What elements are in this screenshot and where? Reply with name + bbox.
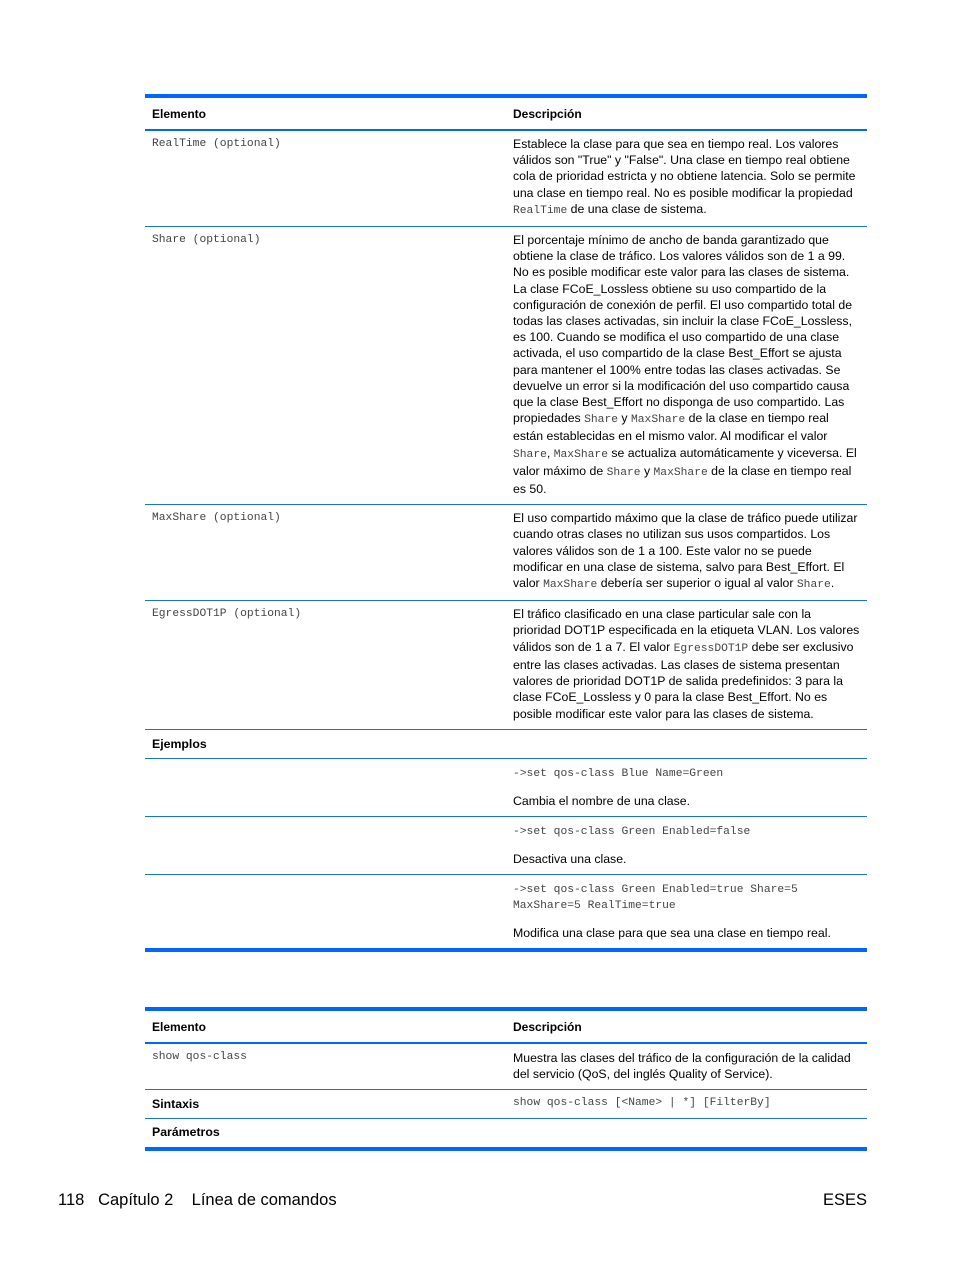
inline-code: MaxShare xyxy=(631,414,686,427)
example-content xyxy=(505,817,867,874)
table-header-row xyxy=(145,1011,867,1044)
header-elemento: Elemento xyxy=(152,1020,207,1034)
examples-label-row xyxy=(145,730,867,759)
syntax-label: Sintaxis xyxy=(152,1097,200,1112)
table-row xyxy=(145,1090,867,1119)
table-row xyxy=(145,601,867,729)
example-command: ->set qos-class Green Enabled=false xyxy=(513,825,751,838)
inline-code: RealTime xyxy=(513,204,568,217)
description-text: El porcentaje mínimo de ancho de banda garantizado que obtiene la clase de tráfico. Los valores válidos son de 1 a 99. No es posible modificar este valor para las clases de sistema. La clase FCoE_Lossless obtiene su uso compartido de la configuración de conexión de perfil. El uso compartido total de todas las clases activadas, sin incluir la clase FCoE_Lossless, es 100. Cuando se modifica el uso compartido de una clase activada, el uso compartido de la clase Best_Effort se ajusta para mantener el 100% entre todas las clases activadas. Se devuelve un error si la modificación del uso compartido causa que la clase Best_Effort no disponga de uso compartido. Las propiedades xyxy=(513,233,853,426)
inline-code: Share xyxy=(606,466,641,479)
description-text: El tráfico clasificado en una clase particular sale con la prioridad DOT1P especificada en la etiqueta VLAN. Los valores válidos son de 1 a 7. El valor xyxy=(513,607,860,654)
table-row xyxy=(145,131,867,227)
example-command: MaxShare=5 RealTime=true xyxy=(513,899,676,912)
parameter-description xyxy=(505,131,867,226)
example-command: ->set qos-class Blue Name=Green xyxy=(513,767,724,780)
example-description: Cambia el nombre de una clase. xyxy=(513,793,691,808)
inline-code: MaxShare xyxy=(543,579,598,592)
example-row xyxy=(145,875,867,948)
example-description: Desactiva una clase. xyxy=(513,851,627,866)
header-descripcion: Descripción xyxy=(513,107,582,121)
table-qos-class-show xyxy=(145,1007,867,1151)
table-header-row xyxy=(145,98,867,131)
inline-code: MaxShare xyxy=(553,448,608,461)
inline-code: EgressDOT1P xyxy=(673,642,749,655)
parameter-description xyxy=(505,227,867,504)
example-description: Modifica una clase para que sea una clase en tiempo real. xyxy=(513,925,831,940)
chapter-label: Capítulo 2 xyxy=(98,1191,174,1209)
description-text: , xyxy=(546,445,554,460)
inline-code: MaxShare xyxy=(653,466,708,479)
example-content xyxy=(505,759,867,816)
example-content xyxy=(505,875,867,948)
description-text: se actualiza automáticamente y viceversa. El valor máximo de xyxy=(513,445,857,478)
table-row xyxy=(145,1044,867,1090)
parameter-description xyxy=(505,601,867,728)
description-text: debe ser exclusivo entre las clases activadas. Las clases de sistema presentan valores de prioridad DOT1P de salida predefinidos: 3 para la clase FCoE_Lossless y 0 para la clase Best_Effort. No es posible modificar este valor para las clases de sistema. xyxy=(513,639,854,721)
example-command: ->set qos-class Green Enabled=true Share=5 xyxy=(513,883,798,896)
description-text: . xyxy=(830,576,835,591)
chapter-title: Línea de comandos xyxy=(191,1191,337,1209)
header-elemento: Elemento xyxy=(152,107,207,121)
example-row xyxy=(145,759,867,817)
examples-label: Ejemplos xyxy=(152,736,207,751)
table-row xyxy=(145,1119,867,1147)
table-bottom-rule xyxy=(145,948,867,952)
description-text: de una clase de sistema. xyxy=(567,201,707,216)
description-text: y xyxy=(618,411,631,426)
table-bottom-rule xyxy=(145,1147,867,1151)
description-text: de la clase en tiempo real están establecidas en el mismo valor. Al modificar el valor xyxy=(513,411,829,444)
locale-code: ESES xyxy=(822,1191,867,1209)
parameter-name: Share (optional) xyxy=(152,234,261,247)
table-row xyxy=(145,227,867,505)
description-text: de la clase en tiempo real es 50. xyxy=(513,463,852,497)
example-row xyxy=(145,817,867,875)
page-footer-left xyxy=(58,1191,337,1210)
params-label: Parámetros xyxy=(152,1125,220,1140)
parameter-name: MaxShare (optional) xyxy=(152,512,281,525)
page-number: 118 xyxy=(58,1191,85,1209)
parameter-name: RealTime (optional) xyxy=(152,138,281,150)
command-description: Muestra las clases del tráfico de la configuración de la calidad del servicio (QoS, del inglés Quality of Service). xyxy=(513,1051,851,1082)
description-text: debería ser superior o igual al valor xyxy=(597,576,797,591)
description-text: y xyxy=(640,463,654,478)
inline-code: Share xyxy=(584,414,619,427)
table-row xyxy=(145,505,867,601)
description-text: Establece la clase para que sea en tiempo real. Los valores válidos son "True" y "False". Una clase en tiempo real obtiene cola de prioridad estricta y no obtiene latencia. Solo se permite una clase en tiempo real. No es posible modificar la propiedad xyxy=(513,137,856,200)
header-descripcion: Descripción xyxy=(513,1020,582,1034)
syntax-value: show qos-class [<Name> | *] [FilterBy] xyxy=(513,1097,771,1110)
parameter-name: EgressDOT1P (optional) xyxy=(152,608,302,621)
inline-code: Share xyxy=(513,448,547,461)
table-qos-class-set xyxy=(145,94,867,952)
command-name: show qos-class xyxy=(152,1051,247,1063)
parameter-description xyxy=(505,505,867,600)
description-text: El uso compartido máximo que la clase de tráfico puede utilizar cuando otras clases no utilizan sus usos compartidos. Los valores válidos son de 1 a 100. Este valor no se puede modificar en una clase de sistema, salvo para Best_Effort. El valor xyxy=(513,511,858,591)
inline-code: Share xyxy=(796,579,831,592)
